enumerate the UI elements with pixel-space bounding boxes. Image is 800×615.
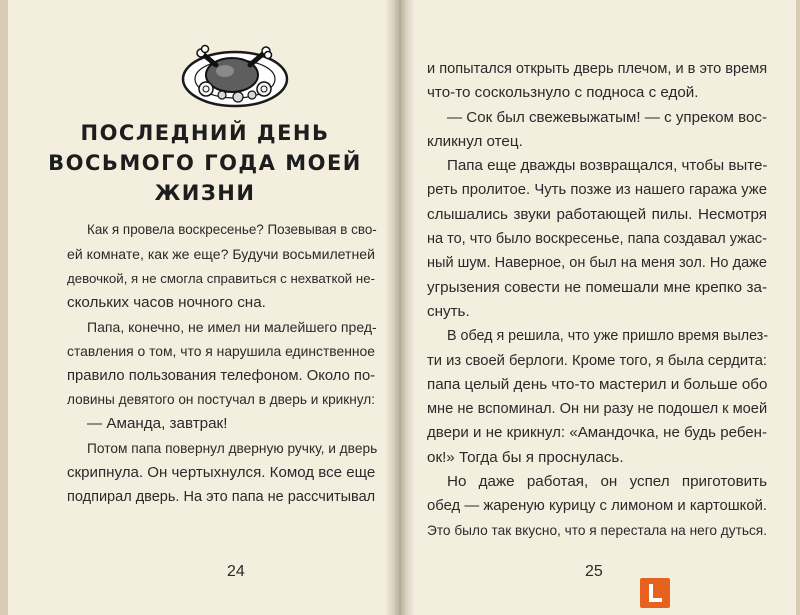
text-line: папа целый день что-то мастерил и больше обо xyxy=(427,375,768,393)
text-line: скрипнула. Он чертыхнулся. Комод все еще xyxy=(67,463,376,481)
page-edge-right xyxy=(796,0,800,615)
text-line: скольких часов ночного сна. xyxy=(67,293,266,311)
text-line: девочкой, я не смогла справиться с нехваткой не- xyxy=(67,270,375,286)
text-line: на то, что было воскресенье, папа создавал ужас- xyxy=(427,231,767,248)
text-line: ный шум. Наверное, он был на меня зол. Но даже xyxy=(427,255,767,272)
text-line: реть пролитое. Чуть позже из нашего гаража уже xyxy=(427,182,767,199)
text-line: правило пользования телефоном. Около по- xyxy=(67,367,376,384)
right-page-text xyxy=(427,57,767,543)
litres-logo-icon xyxy=(640,578,670,608)
text-line: ти из своей берлоги. Кроме того, я была сердита: xyxy=(427,352,767,369)
text-line: ставления о том, что я нарушила единственное xyxy=(67,343,375,360)
text-line: угрызения совести не помешали мне крепко за- xyxy=(427,278,767,296)
chapter-title-line: ПОСЛЕДНИЙ ДЕНЬ xyxy=(80,121,330,145)
text-line: В обед я решила, что уже пришло время вылез- xyxy=(447,328,769,345)
text-line: Папа, конечно, не имел ни малейшего пред- xyxy=(87,319,377,336)
page-number-left: 24 xyxy=(227,563,245,580)
text-line: снуть. xyxy=(427,302,470,320)
text-line: — Аманда, завтрак! xyxy=(87,415,228,433)
text-line: Но даже работая, он успел приготовить xyxy=(447,473,767,491)
text-line: ловины девятого он постучал в дверь и крикнул: xyxy=(67,392,375,408)
text-line: обед — жареную курицу с лимоном и картошкой. xyxy=(427,498,767,515)
text-line: Как я провела воскресенье? Позевывая в сво- xyxy=(87,222,377,237)
text-line: Потом папа повернул дверную ручку, и дверь xyxy=(87,440,378,456)
text-line: кликнул отец. xyxy=(427,132,523,150)
text-line: Это было так вкусно, что я перестала на него дуться. xyxy=(427,522,767,538)
text-line: — Сок был свежевыжатым! — с упреком вос- xyxy=(447,108,767,126)
text-line: ок!» Тогда бы я проснулась. xyxy=(427,448,624,466)
text-line: Папа еще дважды возвращался, чтобы выте- xyxy=(447,157,768,175)
text-line: двери и не крикнул: «Амандочка, не будь ребен- xyxy=(427,424,767,442)
text-line: ей комнате, как же еще? Будучи восьмилетней xyxy=(67,246,375,263)
chapter-title xyxy=(40,118,370,208)
text-line: слышались звуки работающей пилы. Несмотря xyxy=(427,205,767,223)
roast-chicken-platter-icon xyxy=(180,35,290,110)
text-line: мне не вспоминал. Он ни разу не подошел к моей xyxy=(427,401,768,418)
text-line: что-то соскользнуло с подноса с едой. xyxy=(427,84,699,102)
text-line: и попытался открыть дверь плечом, и в это время xyxy=(427,61,768,77)
page-number-right: 25 xyxy=(585,563,603,580)
page-edge-left xyxy=(0,0,8,615)
chapter-title-line: ВОСЬМОГО ГОДА МОЕЙ ЖИЗНИ xyxy=(48,151,362,205)
text-line: подпирал дверь. На это папа не рассчитывал xyxy=(67,489,376,506)
left-page-text xyxy=(67,218,378,510)
book-gutter xyxy=(385,0,415,615)
